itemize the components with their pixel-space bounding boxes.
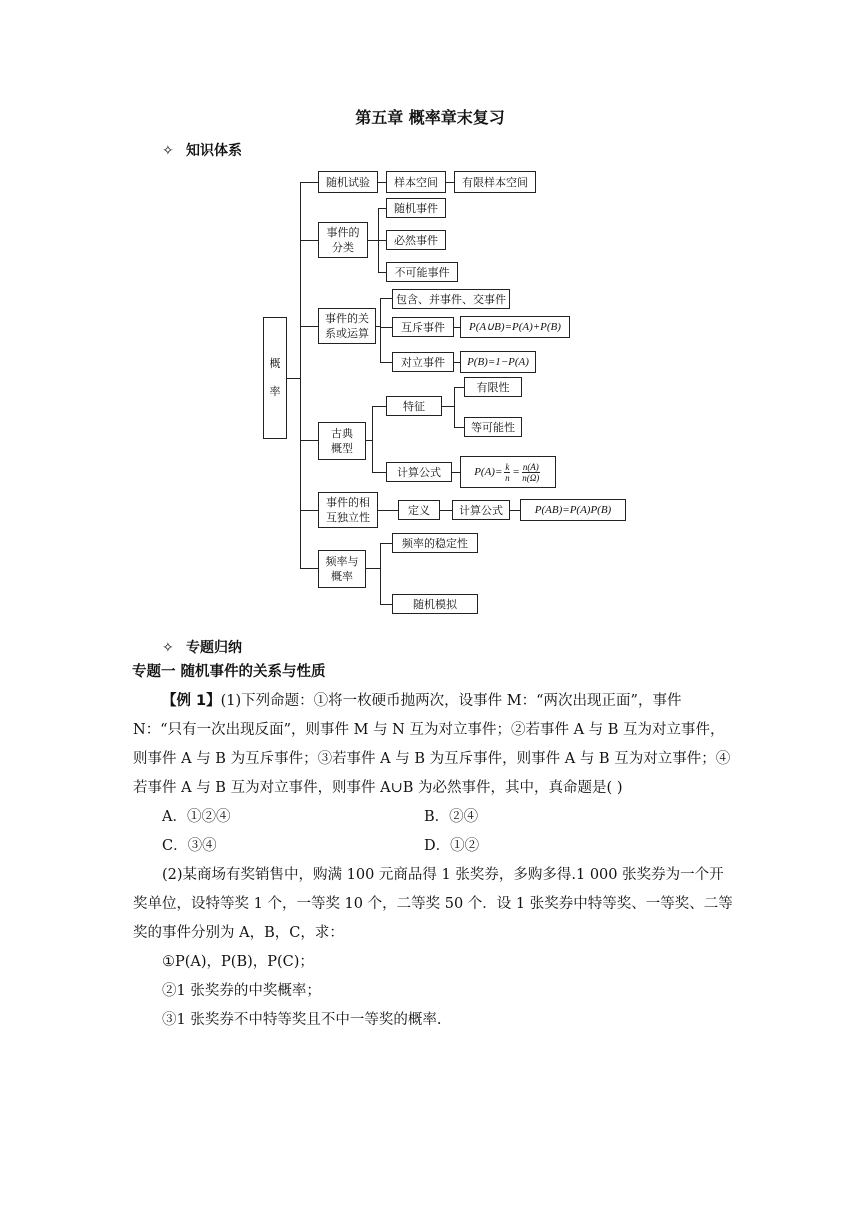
connector [368,240,378,241]
node-mutually-exclusive: 互斥事件 [392,317,454,337]
connector [378,272,386,273]
node-random-event: 随机事件 [386,198,446,218]
example-text: (1)下列命题：①将一枚硬币抛两次，设事件 M：“两次出现正面”，事件 N：“只有一次出现反面”，则事件 M 与 N 互为对立事件；②若事件 A 与 B 互为对立事件，则事件 A 与 B 为互斥事件；③若事件 A 与 B 为互斥事件，则事件 A 与 B 互为对立事件；④若事件 A 与 B 互为对立事件，则事件 A∪B 为必然事件，其中，真命题是( ) [133,693,731,796]
page-title: 第五章 概率章末复习 [355,108,505,127]
example-1-part-1 [133,687,733,803]
connector [300,326,318,327]
connector [380,604,392,605]
formula-independence: P(AB)=P(A)P(B) [520,499,626,521]
option-d: D．①② [424,838,480,854]
frac-num: k [505,461,510,472]
connector [378,240,386,241]
frac-num: n(A) [522,461,539,472]
root-node: 概 率 [263,317,287,439]
connector [380,298,392,299]
frac-den: n(Ω) [522,472,540,483]
formula-lhs: P(A)= [474,465,503,478]
node-calculation-formula-2: 计算公式 [452,500,510,520]
node-classical-model: 古典 概型 [318,422,366,460]
example-label: 【例 1】 [162,693,221,709]
node-event-classification: 事件的 分类 [318,222,368,258]
connector [380,362,392,363]
document-body [133,658,733,1035]
node-equal-possibility: 等可能性 [464,417,522,437]
question-1: ①P(A)，P(B)，P(C)； [162,954,314,970]
connector [440,510,452,511]
connector [378,510,398,511]
node-finiteness: 有限性 [464,377,522,397]
connector [366,568,380,569]
node-frequency-probability: 频率与 概率 [318,550,366,588]
connector [380,543,381,604]
connector [446,182,454,183]
connector [380,298,381,362]
connector [454,387,455,427]
topic-heading: 专题一 随机事件的关系与性质 [132,664,326,680]
diamond-icon: ✧ [162,640,174,656]
connector [372,406,386,407]
fraction-k-n [504,462,510,483]
formula-eq: = [512,465,520,478]
node-calculation-formula: 计算公式 [386,462,452,482]
connector [380,327,392,328]
connector [378,208,386,209]
connector [454,427,464,428]
connector [300,240,318,241]
connector [287,378,300,379]
section-label: 专题归纳 [186,640,242,656]
question-2: ②1 张奖券的中奖概率； [162,983,321,999]
connector [510,510,520,511]
node-definition: 定义 [398,500,440,520]
node-opposite-event: 对立事件 [392,352,454,372]
connector [300,182,318,183]
node-frequency-stability: 频率的稳定性 [392,533,478,553]
connector [372,472,386,473]
choices-row-2 [133,832,733,861]
option-c: C．③④ [162,838,217,854]
fraction-nA-nOmega [522,462,540,483]
node-sample-space: 样本空间 [386,171,446,193]
diamond-icon: ✧ [162,143,174,159]
formula-classical-probability [460,456,556,488]
section-topic-summary [162,637,242,657]
section-knowledge-system [162,140,242,160]
node-impossible-event: 不可能事件 [386,262,458,282]
connector [378,182,386,183]
example-1-part-2: (2)某商场有奖销售中，购满 100 元商品得 1 张奖券，多购多得.1 000 张奖券为一个开奖单位，设特等奖 1 个，一等奖 10 个，二等奖 50 个．设 1 张奖券中特等奖、一等奖、二等奖的事件分别为 A，B，C，求： [133,867,733,941]
node-random-simulation: 随机模拟 [392,594,478,614]
frac-den: n [505,472,510,483]
connector [442,406,454,407]
node-event-relations: 事件的关 系或运算 [318,308,376,344]
connector [372,406,373,472]
connector [300,510,318,511]
connector [380,543,392,544]
question-3: ③1 张奖券不中特等奖且不中一等奖的概率. [162,1012,442,1028]
node-finite-sample-space: 有限样本空间 [454,171,536,193]
connector [452,472,460,473]
option-a: A．①②④ [162,809,231,825]
node-certain-event: 必然事件 [386,230,446,250]
node-random-trial: 随机试验 [318,171,378,193]
node-inclusion-union-intersection: 包含、并事件、交事件 [392,289,510,309]
connector [300,440,318,441]
section-label: 知识体系 [186,143,242,159]
choices-row-1 [133,803,733,832]
option-b: B．②④ [424,809,479,825]
formula-exclusive-addition: P(A∪B)=P(A)+P(B) [460,316,570,338]
connector [454,387,464,388]
node-independence: 事件的相 互独立性 [318,492,378,528]
connector [300,568,318,569]
formula-opposite-event: P(B)=1−P(A) [460,351,536,373]
node-feature: 特征 [386,396,442,416]
